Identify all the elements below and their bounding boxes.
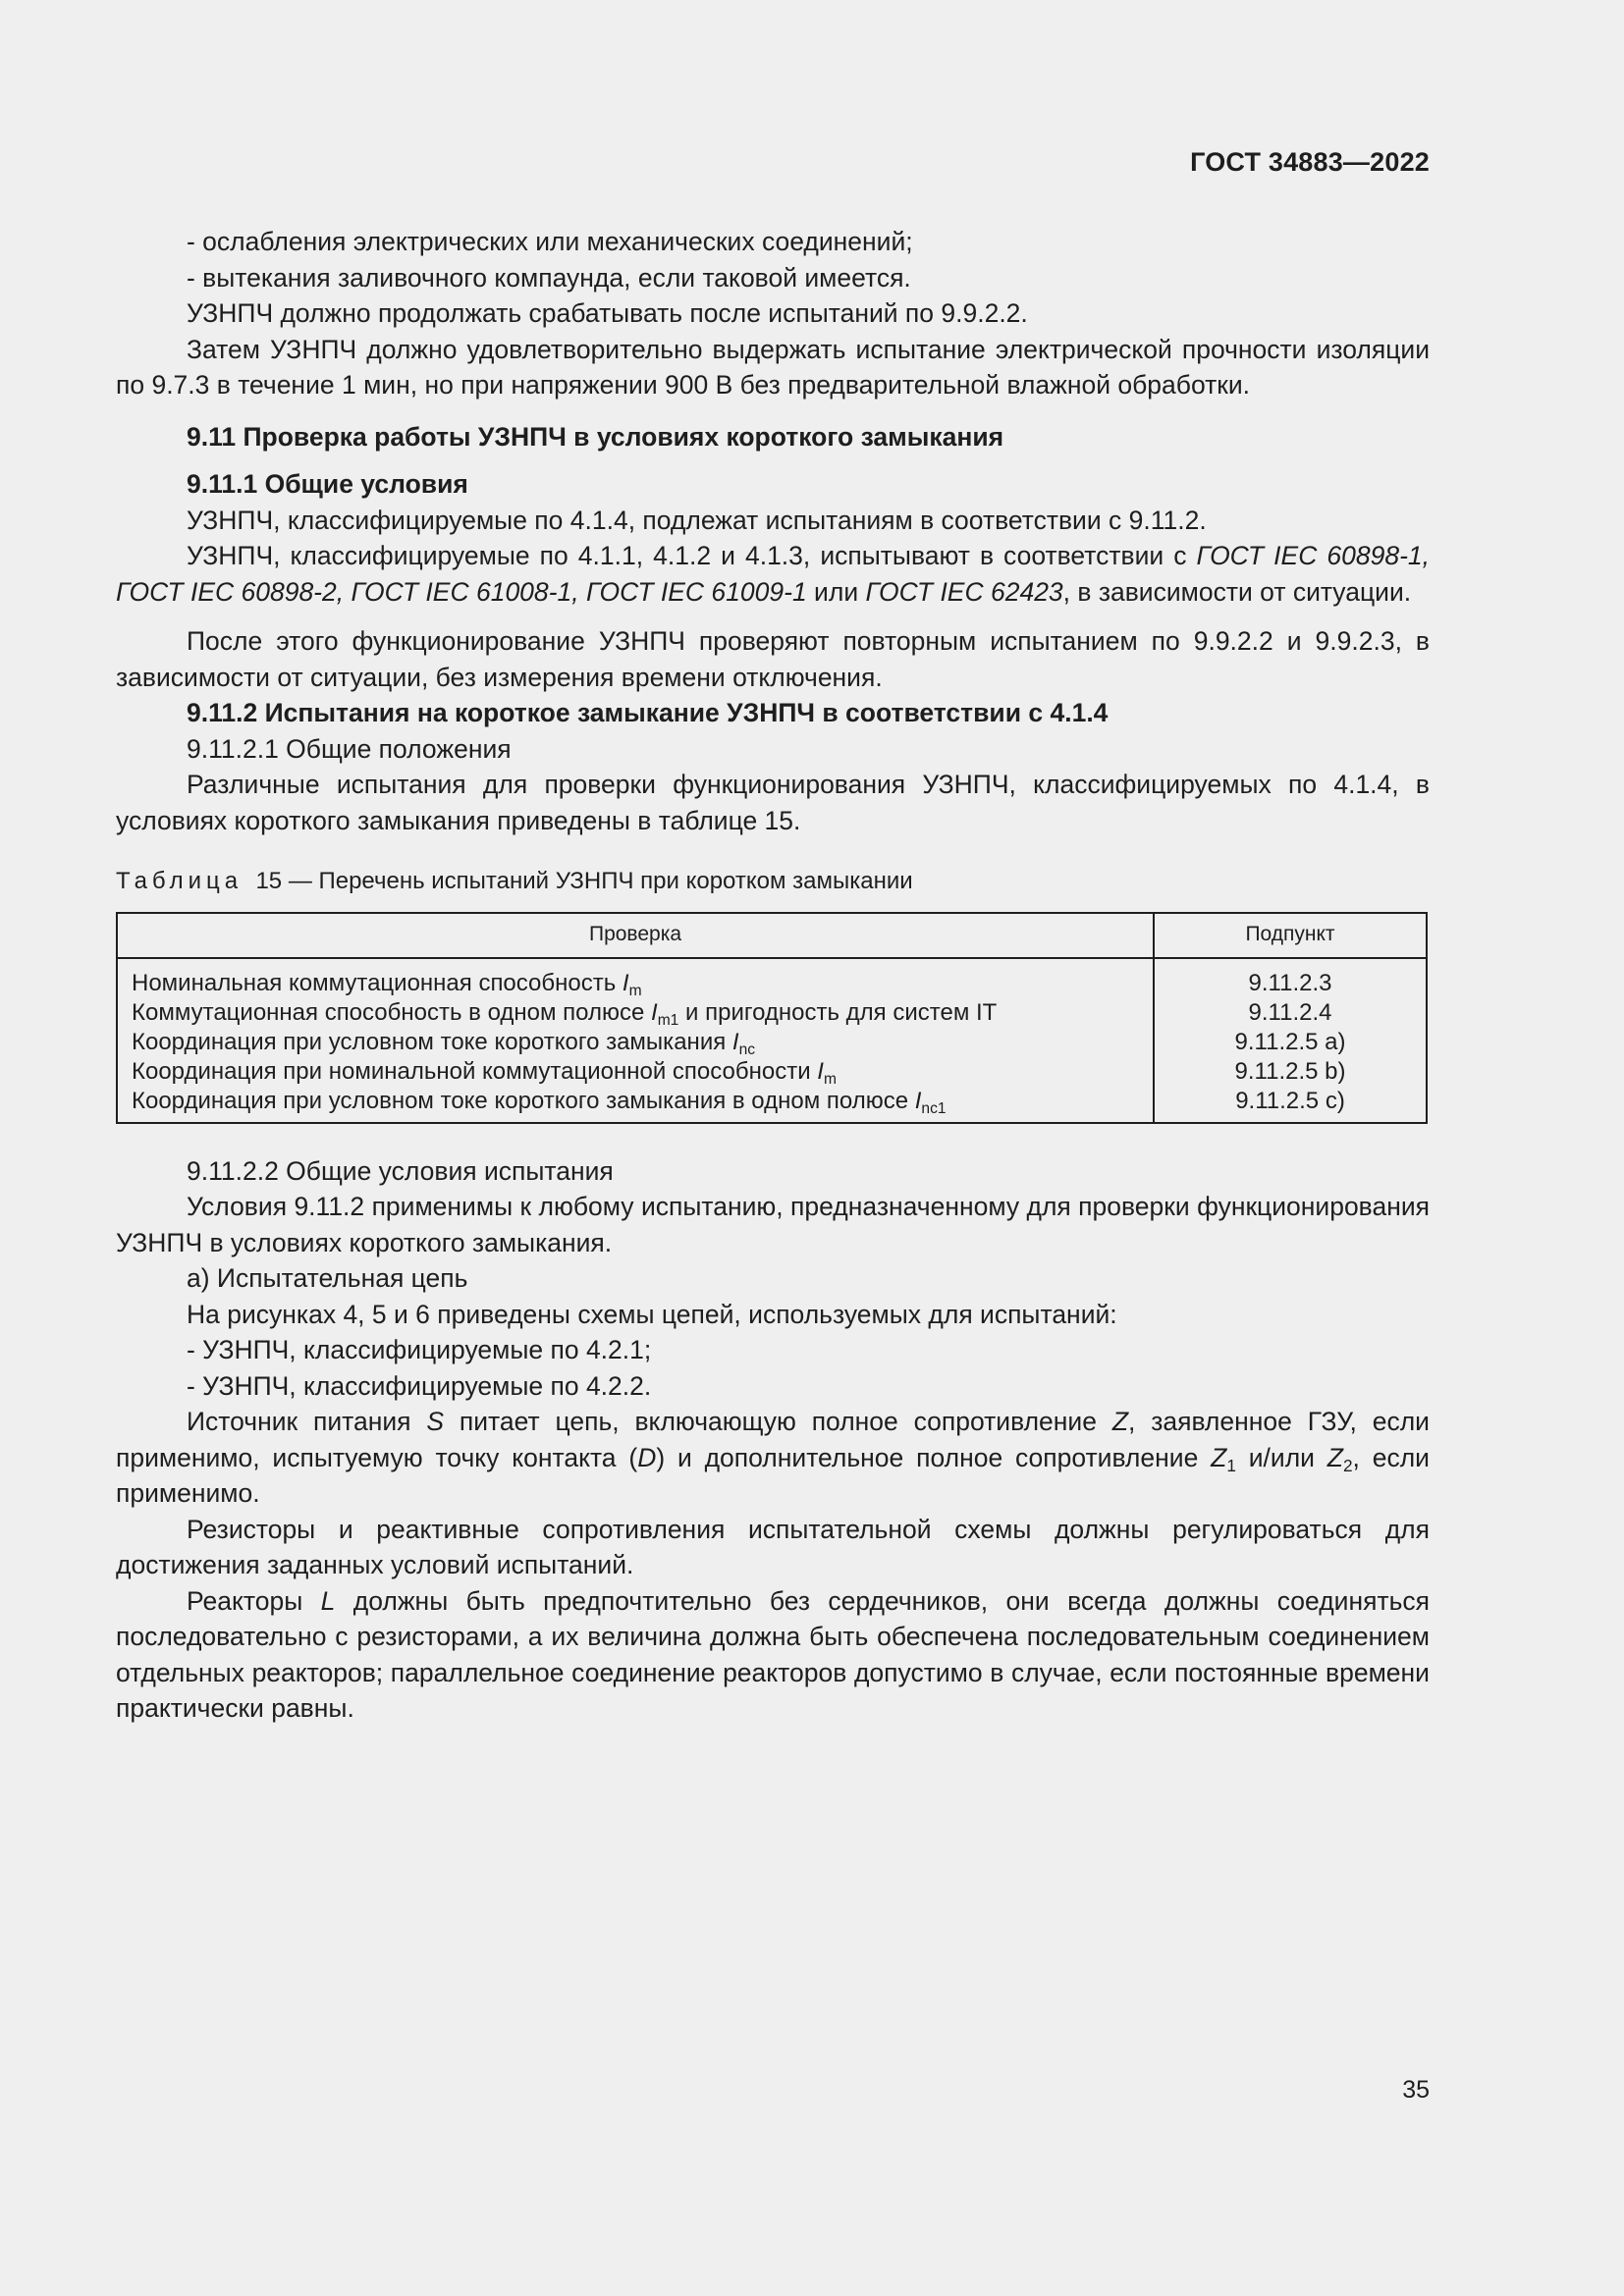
tests-table bbox=[116, 912, 1428, 1124]
clause-cell: 9.11.2.4 bbox=[1154, 998, 1427, 1028]
column-header-clause: Подпункт bbox=[1154, 913, 1427, 958]
list-item: - ослабления электрических или механических соединений; bbox=[187, 227, 913, 256]
subsection-heading-9-11-2-2: 9.11.2.2 Общие условия испытания bbox=[187, 1155, 614, 1186]
document-body bbox=[116, 224, 1430, 1727]
document-number: ГОСТ 34883—2022 bbox=[1190, 147, 1430, 177]
paragraph: Различные испытания для проверки функционирования УЗНПЧ, классифицируемых по 4.1.4, в условиях короткого замыкания приведены в таблице 15. bbox=[116, 770, 1430, 835]
paragraph: Резисторы и реактивные сопротивления испытательной схемы должны регулироваться для достижения заданных условий испытаний. bbox=[116, 1514, 1430, 1579]
table-row: Координация при условном токе короткого замыкания $I_{nc}$ 9.11.2.5 a) bbox=[117, 1028, 1427, 1057]
paragraph: После этого функционирование УЗНПЧ проверяют повторным испытанием по 9.9.2.2 и 9.9.2.3, в зависимости от ситуации, без измерения времени отключения. bbox=[116, 626, 1430, 692]
paragraph: Источник питания S питает цепь, включающую полное сопротивление Z, заявленное ГЗУ, если применимо, испытуемую точку контакта (D) и дополнительное полное сопротивление $Z_1$ и/или $Z_2$, если применимо. bbox=[116, 1407, 1430, 1508]
list-item: а) Испытательная цепь bbox=[187, 1263, 468, 1293]
table-caption: Таблица 15 — Перечень испытаний УЗНПЧ при коротком замыкании bbox=[116, 868, 913, 894]
list-item: - УЗНПЧ, классифицируемые по 4.2.1; bbox=[187, 1335, 652, 1364]
clause-cell: 9.11.2.5 b) bbox=[1154, 1057, 1427, 1087]
list-item: - УЗНПЧ, классифицируемые по 4.2.2. bbox=[187, 1370, 652, 1401]
list-item: - вытекания заливочного компаунда, если таковой имеется. bbox=[187, 262, 911, 293]
table-row: Координация при номинальной коммутационной способности $I_m$ 9.11.2.5 b) bbox=[117, 1057, 1427, 1087]
paragraph: Затем УЗНПЧ должно удовлетворительно выдержать испытание электрической прочности изоляции по 9.7.3 в течение 1 мин, но при напряжении 900 В без предварительной влажной обработки. bbox=[116, 334, 1430, 400]
table-row: Номинальная коммутационная способность $I_m$ 9.11.2.3 bbox=[117, 958, 1427, 998]
table-row: Координация при условном токе короткого замыкания в одном полюсе $I_{nc1}$ 9.11.2.5 c) bbox=[117, 1087, 1427, 1123]
section-heading-9-11: 9.11 Проверка работы УЗНПЧ в условиях короткого замыкания bbox=[187, 421, 1004, 452]
clause-cell: 9.11.2.5 c) bbox=[1154, 1087, 1427, 1123]
clause-cell: 9.11.2.3 bbox=[1154, 958, 1427, 998]
paragraph: УЗНПЧ, классифицируемые по 4.1.1, 4.1.2 и 4.1.3, испытывают в соответствии с ГОСТ IEC 60898-1, ГОСТ IEC 60898-2, ГОСТ IEC 61008-1, ГОСТ IEC 61009-1 или ГОСТ IEC 62423, в зависимости от ситуации. bbox=[116, 541, 1430, 607]
section-heading-9-11-1: 9.11.1 Общие условия bbox=[187, 469, 468, 499]
paragraph: На рисунках 4, 5 и 6 приведены схемы цепей, используемых для испытаний: bbox=[187, 1299, 1117, 1329]
clause-cell: 9.11.2.5 a) bbox=[1154, 1028, 1427, 1057]
table-row: Коммутационная способность в одном полюсе $I_{m1}$ и пригодность для систем IT 9.11.2.4 bbox=[117, 998, 1427, 1028]
paragraph: Условия 9.11.2 применимы к любому испытанию, предназначенному для проверки функционирования УЗНПЧ в условиях короткого замыкания. bbox=[116, 1192, 1430, 1257]
subsection-heading-9-11-2-1: 9.11.2.1 Общие положения bbox=[187, 733, 512, 764]
standard-reference: ГОСТ IEC 62423 bbox=[865, 576, 1063, 607]
page-number: 35 bbox=[1402, 2076, 1430, 2104]
paragraph: УЗНПЧ, классифицируемые по 4.1.4, подлежат испытаниям в соответствии с 9.11.2. bbox=[187, 505, 1207, 535]
section-heading-9-11-2: 9.11.2 Испытания на короткое замыкание УЗНПЧ в соответствии с 4.1.4 bbox=[187, 698, 1109, 727]
paragraph: УЗНПЧ должно продолжать срабатывать после испытаний по 9.9.2.2. bbox=[187, 298, 1028, 328]
column-header-check: Проверка bbox=[117, 913, 1154, 958]
paragraph: Реакторы L должны быть предпочтительно без сердечников, они всегда должны соединяться последовательно с резисторами, а их величина должна быть обеспечена последовательным соединением отдельных реакторов; параллельное соединение реакторов допустимо в случае, если постоянные времени практически равны. bbox=[116, 1585, 1430, 1723]
standard-reference: ГОСТ IEC 60898-1, ГОСТ IEC 60898-2, ГОСТ IEC 61008-1, ГОСТ IEC 61009-1 bbox=[116, 541, 1430, 607]
